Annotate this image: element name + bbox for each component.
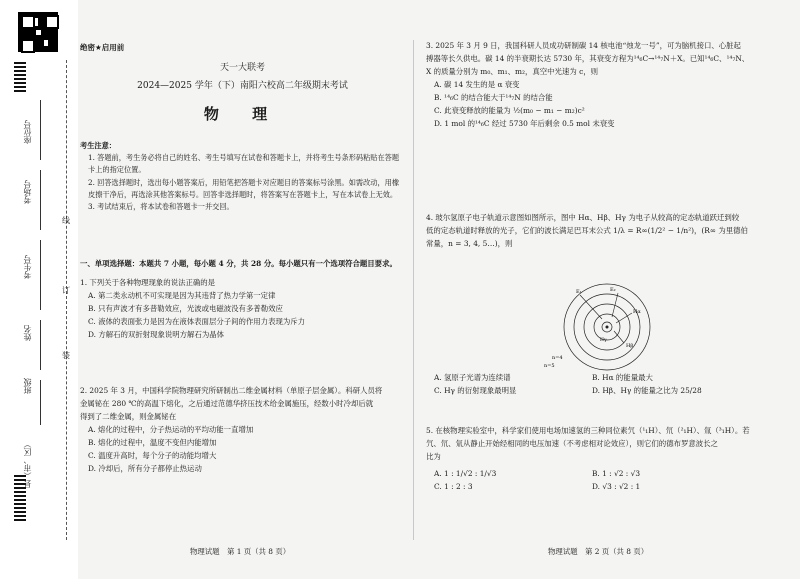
question-stem: 得到了二维金属，则金属铋在 bbox=[80, 411, 177, 421]
notice-title: 考生注意： bbox=[80, 141, 116, 150]
question-5 bbox=[426, 425, 776, 494]
option-b: B. ¹⁴₆C 的结合能大于¹⁴₇N 的结合能 bbox=[434, 92, 553, 102]
subject-title: 物 理 bbox=[203, 105, 282, 123]
option-d: D. Hβ、Hγ 的能量之比为 25/28 bbox=[592, 385, 702, 395]
binding-strip bbox=[0, 0, 78, 579]
cut-line bbox=[66, 60, 67, 540]
question-stem: 金属铋在 280 ℃的高温下熔化，之后通过范德华挤压技术给金属施压，经数小时冷却后就 bbox=[80, 398, 374, 408]
class-label: 班级 bbox=[23, 378, 32, 394]
exam-name: 天一大联考 bbox=[219, 63, 265, 73]
question-4 bbox=[426, 212, 776, 251]
label-e1: E₁ bbox=[576, 289, 582, 295]
section-heading: 一、单项选择题：本题共 7 小题，每小题 4 分，共 28 分。每小题只有一个选项符合题目要求。 bbox=[80, 259, 397, 268]
footer-right: 物理试题 第 2 页（共 8 页） bbox=[548, 547, 649, 556]
option-b: B. 只有声波才有多普勒效应，光波或电磁波没有多普勒效应 bbox=[88, 303, 283, 313]
question-stem: 比为 bbox=[426, 451, 441, 461]
question-stem: 2. 2025 年 3 月，中国科学院物理研究所研制出二维金属材料（单原子层金属）。科研人员将 bbox=[80, 386, 383, 395]
cut-char-ding: 订 bbox=[62, 286, 70, 295]
option-c: C. 液体的表面张力是因为在液体表面层分子间的作用力表现为斥力 bbox=[88, 316, 306, 326]
notice-item: 1. 答题前，考生务必将自己的姓名、考生号填写在试卷和答题卡上，并将考生号条形码粘贴在答题卡上的指定位置。 bbox=[88, 153, 400, 175]
label-n4: n=4 bbox=[552, 355, 563, 361]
page-divider bbox=[413, 40, 414, 540]
candidate-number-label: 考生号 bbox=[23, 255, 32, 279]
option-c: C. Hγ 的衍射现象最明显 bbox=[434, 385, 517, 395]
label-n5: n=5 bbox=[544, 363, 555, 369]
question-4-options bbox=[426, 372, 776, 398]
question-stem: 1. 下列关于各种物理现象的说法正确的是 bbox=[80, 278, 216, 287]
question-stem: 4. 玻尔氢原子电子轨道示意图如图所示，图中 Hα、Hβ、Hγ 为电子从较高的定态轨道跃迁到较 bbox=[426, 213, 740, 222]
option-a: A. 熔化的过程中，分子热运动的平均动能一直增加 bbox=[88, 424, 254, 434]
qr-code-icon bbox=[18, 12, 58, 52]
option-c: C. 1 : 2 : 3 bbox=[434, 481, 473, 491]
county-label: 县（市、区） bbox=[23, 440, 32, 488]
option-a: A. 氢原子光谱为连续谱 bbox=[434, 373, 511, 382]
barcode-marks-top bbox=[14, 62, 26, 94]
question-stem: 氕、氘、氚从静止开始经相同的电压加速（不考虑相对论效应），则它们的德布罗意波长之 bbox=[426, 438, 718, 448]
cut-char-xian: 线 bbox=[62, 216, 70, 225]
question-stem: 3. 2025 年 3 月 9 日，我国科研人员成功研制碳 14 核电池“烛龙一号”，可为脑机接口、心脏起 bbox=[426, 41, 741, 50]
label-h-alpha: Hα bbox=[633, 309, 641, 315]
question-stem: X 的质量分别为 m₀、m₁、m₂，真空中光速为 c，则 bbox=[426, 66, 599, 76]
option-b: B. 1 : √2 : √3 bbox=[592, 468, 641, 478]
notice-item: 2. 回答选择题时，选出每小题答案后，用铅笔把答题卡对应题目的答案标号涂黑。如需改动，用橡皮擦干净后，再选涂其他答案标号。回答非选择题时，将答案写在答题卡上，写在本试卷上无效。 bbox=[88, 177, 400, 199]
question-2 bbox=[80, 385, 405, 476]
notice-item: 3. 考试结束后，将本试卷和答题卡一并交回。 bbox=[88, 202, 234, 212]
question-stem: 搏器等长久供电。碳 14 的半衰期长达 5730 年，其衰变方程为¹⁴₆C→¹⁴₇N＋X。已知¹⁴₆C、¹⁴₇N、 bbox=[426, 53, 750, 63]
option-d: D. √3 : √2 : 1 bbox=[592, 481, 641, 491]
notice-block bbox=[80, 140, 400, 213]
option-c: C. 此衰变释放的能量为 ½(m₀ − m₁ − m₂)c² bbox=[434, 105, 585, 115]
option-d: D. 方解石的双折射现象说明方解石为晶体 bbox=[88, 329, 225, 339]
question-3 bbox=[426, 40, 776, 131]
option-c: C. 温度升高时，每个分子的动能均增大 bbox=[88, 450, 217, 460]
seat-number-label: 座位号 bbox=[23, 120, 32, 144]
option-d: D. 冷却后，所有分子都停止热运动 bbox=[88, 463, 202, 473]
option-a: A. 碳 14 发生的是 α 衰变 bbox=[434, 79, 520, 89]
option-a: A. 第二类永动机不可实现是因为其违背了热力学第一定律 bbox=[88, 290, 276, 300]
cut-char-zhuang: 装 bbox=[62, 351, 70, 360]
secret-mark: 绝密★启用前 bbox=[80, 43, 125, 52]
option-a: A. 1 : 1/√2 : 1/√3 bbox=[434, 468, 497, 478]
bohr-orbit-figure bbox=[540, 283, 674, 371]
question-1 bbox=[80, 277, 405, 342]
question-stem: 5. 在核物理实验室中，科学家们使用电场加速氢的三种同位素氕（¹₁H）、氘（²₁H）、氚（³₁H）。若 bbox=[426, 426, 750, 435]
label-h-gamma: Hγ bbox=[600, 338, 607, 343]
name-label: 姓名 bbox=[23, 325, 32, 341]
room-number-label: 考场号 bbox=[23, 180, 32, 204]
question-stem: 低的定态轨道时释放的光子，它们的波长满足巴耳末公式 1/λ = R∞(1/2² − 1/n²)，(R∞ 为里德伯 bbox=[426, 225, 748, 235]
label-h-beta: Hβ bbox=[626, 343, 634, 349]
footer-left: 物理试题 第 1 页（共 8 页） bbox=[190, 547, 291, 556]
option-b: B. 熔化的过程中，温度不变但内能增加 bbox=[88, 437, 217, 447]
question-stem: 常量，n = 3, 4, 5…)，则 bbox=[426, 238, 513, 248]
option-b: B. Hα 的能量最大 bbox=[592, 373, 653, 382]
label-e2: E₂ bbox=[610, 287, 616, 293]
exam-title: 2024—2025 学年（下）南阳六校高二年级期末考试 bbox=[137, 81, 348, 91]
option-d: D. 1 mol 的¹⁴₆C 经过 5730 年后剩余 0.5 mol 未衰变 bbox=[434, 118, 615, 128]
